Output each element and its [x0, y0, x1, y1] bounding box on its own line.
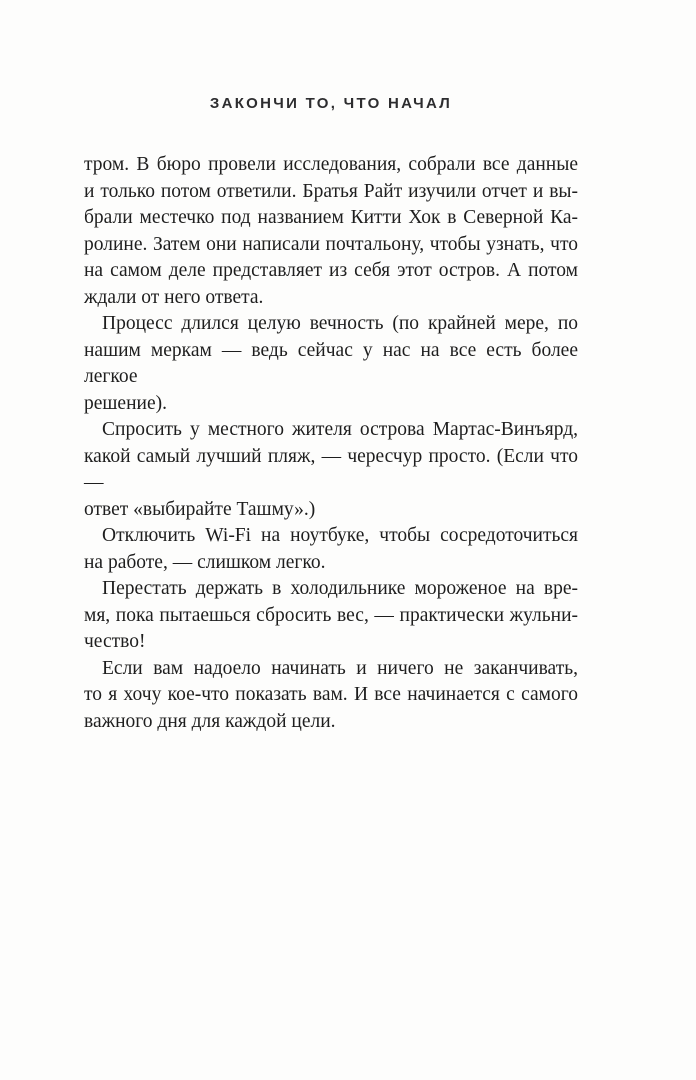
- paragraph: [84, 311, 578, 417]
- paragraph: [84, 656, 578, 736]
- text-line: Спросить у местного жителя острова Мартас-Винъярд,: [102, 419, 578, 440]
- paragraph: [84, 576, 578, 656]
- text-line: ждали от него ответа.: [84, 286, 264, 308]
- running-header: ЗАКОНЧИ ТО, ЧТО НАЧАЛ: [209, 95, 453, 112]
- text-line: Процесс длился целую вечность (по крайней мере, по: [102, 313, 578, 334]
- paragraph: [84, 417, 578, 523]
- text-line: решение).: [84, 392, 167, 414]
- text-line: Если вам надоело начинать и ничего не заканчивать,: [102, 657, 578, 679]
- text-line: нашим меркам — ведь сейчас у нас на все есть более легкое: [84, 339, 578, 387]
- paragraph: [84, 523, 578, 576]
- text-line: важного дня для каждой цели.: [84, 710, 336, 732]
- paragraph: [84, 152, 578, 311]
- text-line: то я хочу кое-что показать вам. И все начинается с самого: [84, 684, 578, 705]
- text-block: [84, 152, 578, 735]
- text-line: на самом деле представляет из себя этот остров. А потом: [84, 260, 578, 281]
- text-line: Перестать держать в холодильнике мороженое на вре-: [102, 578, 578, 599]
- text-line: чество!: [84, 631, 146, 652]
- text-line: на работе, — слишком легко.: [84, 551, 326, 573]
- text-line: ролине. Затем они написали почтальону, чтобы узнать, что: [84, 233, 578, 255]
- text-line: ответ «выбирайте Ташму».): [84, 498, 316, 520]
- text-line: какой самый лучший пляж, — чересчур просто. (Если что —: [84, 445, 578, 493]
- text-line: брали местечко под названием Китти Хок в Северной Ка-: [84, 207, 578, 228]
- text-line: мя, пока пытаешься сбросить вес, — практически жульни-: [84, 604, 578, 626]
- text-line: Отключить Wi-Fi на ноутбуке, чтобы сосредоточиться: [102, 525, 578, 546]
- text-line: тром. В бюро провели исследования, собрали все данные: [84, 154, 578, 175]
- text-line: и только потом ответили. Братья Райт изучили отчет и вы-: [84, 180, 578, 202]
